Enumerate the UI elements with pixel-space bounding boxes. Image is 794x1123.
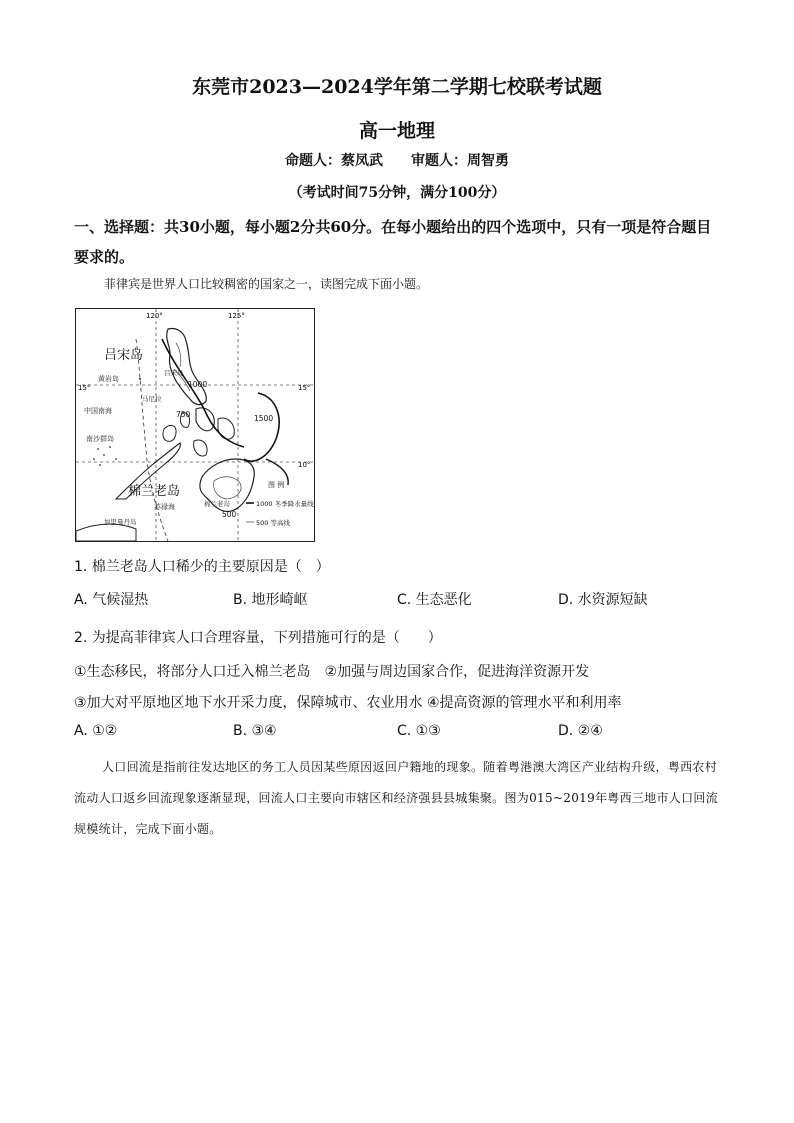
legend-contour: 500 等高线: [256, 519, 290, 527]
author-reviewer: 审题人：周智勇: [411, 153, 509, 169]
exam-title: 东莞市2023—2024学年第二学期七校联考试题: [192, 76, 602, 98]
lat-label: 10°: [298, 461, 311, 469]
rainfall-line-1000: [162, 339, 244, 447]
question-2-statements-2: ③加大对平原地区地下水开采力度，保障城市、农业用水 ④提高资源的管理水平和利用率: [74, 695, 622, 711]
label-manila: 马尼拉: [142, 395, 162, 403]
section-heading: 一、选择题：共30小题，每小题2分共60分。在每小题给出的四个选项中，只有一项是符合题目要求的。: [74, 218, 712, 266]
question-group-intro: 菲律宾是世界人口比较稠密的国家之一，读图完成下面小题。: [104, 277, 429, 291]
label-luzon: 吕宋岛: [104, 348, 144, 363]
q1-option-c: C. 生态恶化: [397, 592, 472, 608]
q2-option-b: B. ③④: [233, 723, 277, 739]
exam-subject: 高一地理: [358, 120, 435, 142]
legend-title: 图 例: [268, 481, 285, 489]
label-luzon-small: 吕宋岛: [164, 369, 184, 377]
q2-option-a: A. ①②: [74, 723, 118, 739]
author-setter: 命题人：蔡凤武: [285, 153, 383, 169]
lon-label: 125°: [228, 312, 245, 320]
question-2-statements-1: ①生态移民，将部分人口迁入棉兰老岛 ②加强与周边国家合作，促进海洋资源开发: [74, 664, 590, 680]
q2-option-d: D. ②④: [558, 723, 603, 739]
philippines-map: [75, 308, 315, 542]
contour-label: 1000: [188, 380, 208, 389]
legend-rainfall: 1000 冬季降水量线: [256, 500, 314, 508]
contour-label: 500: [222, 510, 237, 519]
contour-label: 1500: [254, 414, 274, 423]
question-1-stem: 1. 棉兰老岛人口稀少的主要原因是（ ）: [74, 559, 330, 575]
rainfall-line-1500: [244, 393, 279, 461]
label-scs: 中国南海: [84, 407, 112, 415]
lat-label: 15°: [78, 384, 91, 392]
map-legend: [246, 480, 314, 527]
q1-option-b: B. 地形崎岖: [233, 592, 308, 608]
question-2-stem: 2. 为提高菲律宾人口合理容量，下列措施可行的是（ ）: [74, 630, 442, 646]
contour-label: 750: [176, 410, 191, 419]
q1-option-a: A. 气候湿热: [74, 592, 149, 608]
q2-option-c: C. ①③: [397, 723, 441, 739]
label-nansha: 南沙群岛: [86, 435, 114, 443]
passage-population-return: 人口回流是指前往发达地区的务工人员因某些原因返回户籍地的现象。随着粤港澳大湾区产业结构升级，粤西农村流动人口返乡回流现象逐渐显现，回流人口主要向市辖区和经济强县县城集聚。图为015~2019年粤西三地市人口回流规模统计，完成下面小题。: [74, 760, 719, 836]
label-mindanao: 棉兰老岛: [128, 484, 181, 499]
lon-label: 120°: [146, 312, 163, 320]
q1-option-d: D. 水资源短缺: [558, 592, 648, 608]
exam-time-info: （考试时间75分钟，满分100分）: [288, 185, 506, 201]
label-borneo: 加里曼丹岛: [104, 518, 137, 526]
luzon-island: [167, 329, 207, 405]
exam-authors: [0, 150, 794, 170]
label-huangyan: 黄岩岛: [98, 375, 119, 383]
label-sulu: 苏禄海: [154, 503, 175, 511]
lat-label: 15°: [298, 384, 311, 392]
label-mindanao-small: 棉兰老岛: [204, 500, 230, 508]
